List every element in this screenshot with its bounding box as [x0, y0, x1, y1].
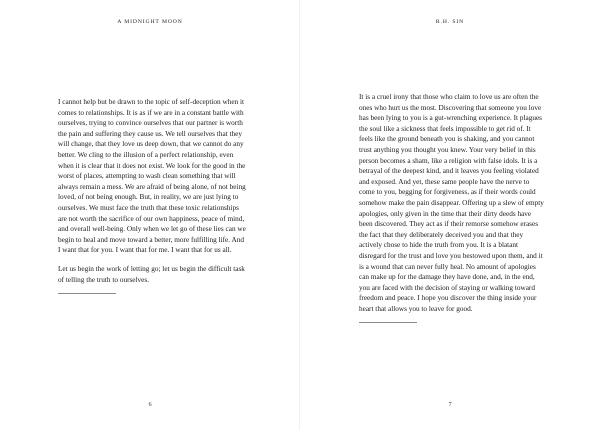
- left-paragraph-2: Let us begin the work of letting go; let us begin the difficult task of telling the truth to ourselves.: [58, 264, 245, 284]
- right-page: [300, 0, 600, 430]
- left-running-head: A MIDNIGHT MOON: [117, 19, 183, 25]
- right-page-number: 7: [448, 401, 452, 408]
- left-body-text: [58, 97, 248, 294]
- section-divider-left: [58, 293, 116, 294]
- right-running-head: R.H. SIN: [435, 19, 465, 25]
- left-paragraph-1: I cannot help but be drawn to the topic of self-deception when it comes to relationships. It is as if we are in a constant battle with ourselves, trying to convince ourselves that our partner is worth the pain and suffering they cause us. We tell ourselves that they will change, that they love us deep down, that we cannot do any better. We cling to the illusion of a perfect relationship, even when it is clear that it does not exist. We look for the good in the worst of places, attempting to wash clean something that will always remain a mess. We are afraid of being alone, of not being loved, of not being enough. But, in reality, we are just lying to ourselves. We must face the truth that these toxic relationships are not worth the sacrifice of our own happiness, peace of mind, and overall well-being. Only when we let go of these lies can we begin to heal and move toward a better, more fulfilling life. And I want that for you. I want that for me. I want that for us all.: [58, 98, 246, 255]
- right-paragraph-1: It is a cruel irony that those who claim to love us are often the ones who hurt us the most. Discovering that someone you love has been lying to you is a gut-wrenching experience. It plagues the soul like a sickness that feels impossible to get rid of. It feels like the ground beneath you is shaking, and you cannot trust anything you thought you knew. Your very belief in this person becomes a sham, like a religion with false idols. It is a betrayal of the deepest kind, and it leaves you feeling violated and exposed. And yet, these same people have the nerve to come to you, begging for forgiveness, as if their words could somehow make the pain disappear. Offering up a slew of empty apologies, only given in the time that their dirty deeds have been discovered. They act as if their remorse somehow erases the fact that they deliberately deceived you and that they actively chose to hide the truth from you. It is a blatant disregard for the trust and love you bestowed upon them, and it is a wound that can never fully heal. No amount of apologies can make up for the damage they have done, and, in the end, you are faced with the decision of staying or walking toward freedom and peace. I hope you discover the thing inside your heart that allows you to leave for good.: [359, 93, 544, 313]
- left-page-number: 6: [148, 401, 152, 408]
- right-body-text: [359, 92, 545, 323]
- section-divider-right: [359, 322, 417, 323]
